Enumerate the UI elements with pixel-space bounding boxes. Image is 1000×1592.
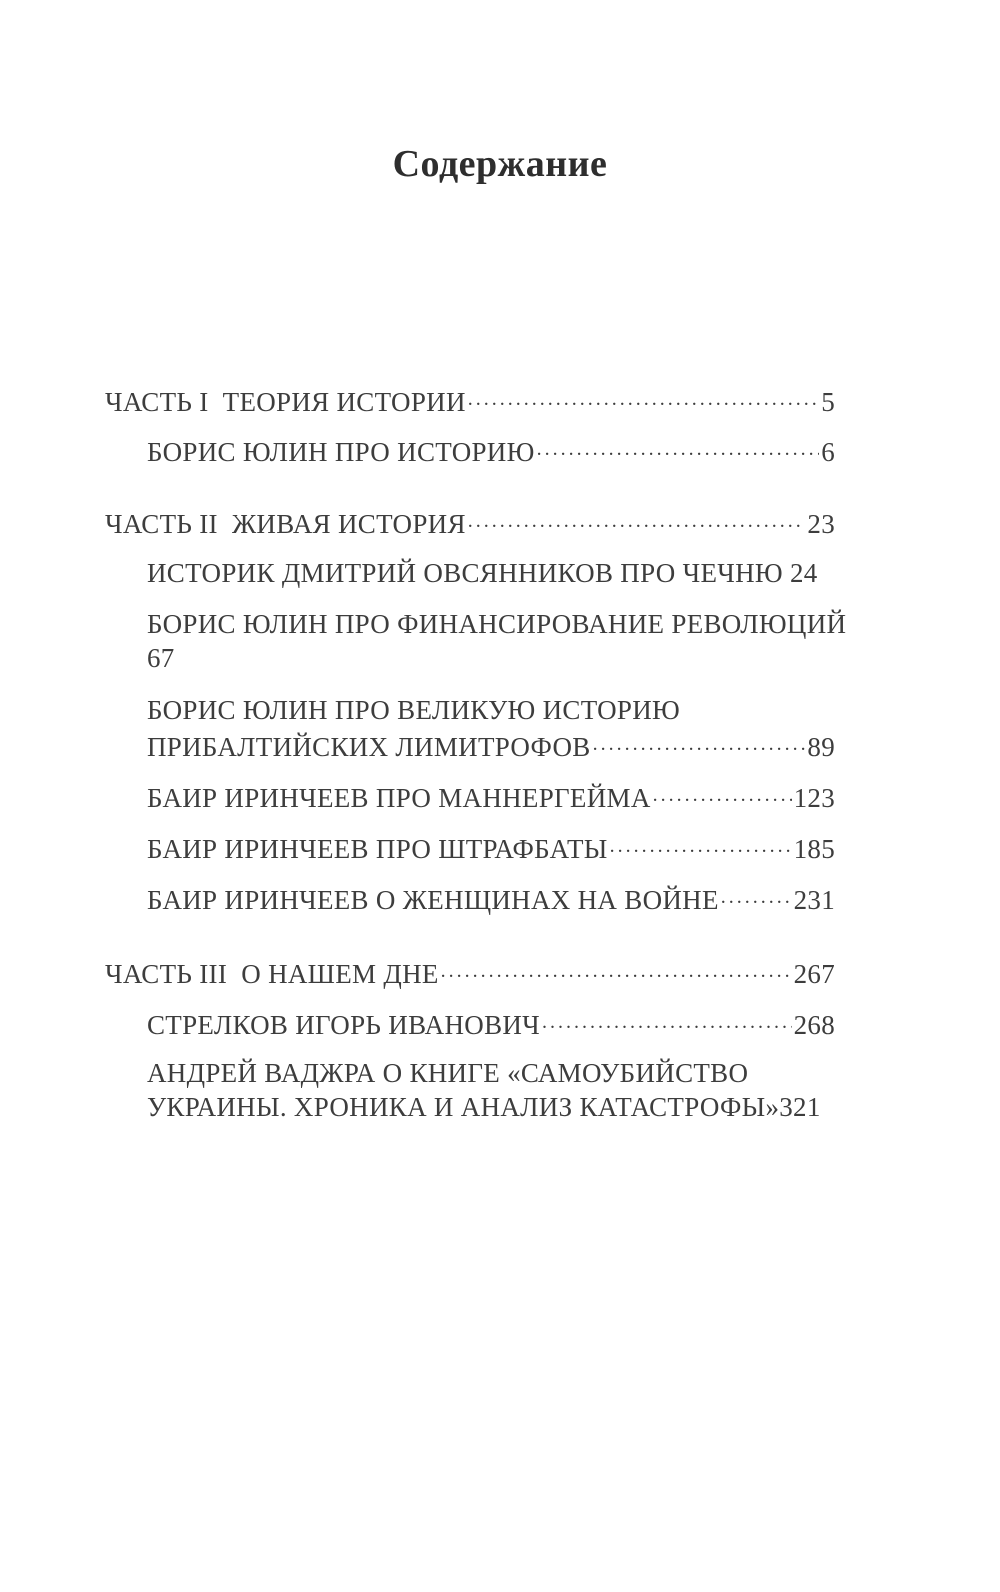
- toc-entry-6-page: 185: [793, 834, 835, 864]
- toc-entry-9-line-1: [147, 1058, 835, 1089]
- toc-entry-7-label: БАИР ИРИНЧЕЕВ О ЖЕНЩИНАХ НА ВОЙНЕ: [147, 885, 719, 915]
- toc-entry-4-page: 89: [807, 732, 835, 762]
- toc-entry-1-label: БОРИС ЮЛИН ПРО ИСТОРИЮ: [147, 437, 535, 467]
- toc-part-1-page: 5: [821, 387, 835, 417]
- toc-entry-3-line-2: [147, 643, 835, 674]
- toc-entry-3-page: 67: [147, 643, 175, 673]
- dot-leader: [441, 956, 792, 983]
- dot-leader: [610, 831, 792, 858]
- dot-leader: [721, 882, 792, 909]
- toc-entry-4-label-1: БОРИС ЮЛИН ПРО ВЕЛИКУЮ ИСТОРИЮ: [147, 695, 681, 725]
- toc-entry-3-label: БОРИС ЮЛИН ПРО ФИНАНСИРОВАНИЕ РЕВОЛЮЦИЙ: [147, 609, 847, 639]
- toc-part-3-label: ЧАСТЬ III О НАШЕМ ДНЕ: [105, 959, 439, 989]
- dot-leader: [468, 506, 806, 533]
- toc-entry-7-page: 231: [793, 885, 835, 915]
- toc-entry-4-line-2: [147, 729, 835, 763]
- toc-entry-6-label: БАИР ИРИНЧЕЕВ ПРО ШТРАФБАТЫ: [147, 834, 608, 864]
- toc-entry-4-label-2: ПРИБАЛТИЙСКИХ ЛИМИТРОФОВ: [147, 732, 591, 762]
- toc-part-1: [105, 384, 835, 418]
- toc-entry-5-page: 123: [793, 783, 835, 813]
- toc-entry-8: [147, 1007, 835, 1041]
- toc-part-2: [105, 506, 835, 540]
- toc-part-2-page: 23: [807, 509, 835, 539]
- dot-leader: [542, 1007, 792, 1034]
- toc-entry-3-line-1: [147, 609, 847, 640]
- dot-leader: [653, 780, 792, 807]
- toc-part-3: [105, 956, 835, 990]
- toc-entry-8-label: СТРЕЛКОВ ИГОРЬ ИВАНОВИЧ: [147, 1010, 541, 1040]
- dot-leader: [537, 434, 820, 461]
- toc-entry-2-label: ИСТОРИК ДМИТРИЙ ОВСЯННИКОВ ПРО ЧЕЧНЮ 24: [147, 558, 818, 588]
- toc-entry-5: [147, 780, 835, 814]
- page-title: Содержание: [392, 143, 608, 185]
- toc-part-3-page: 267: [793, 959, 835, 989]
- dot-leader: [468, 384, 819, 411]
- toc-entry-9-label-1: АНДРЕЙ ВАДЖРА О КНИГЕ «САМОУБИЙСТВО: [147, 1058, 749, 1088]
- toc-entry-5-label: БАИР ИРИНЧЕЕВ ПРО МАННЕРГЕЙМА: [147, 783, 651, 813]
- dot-leader: [593, 729, 806, 756]
- toc-entry-6: [147, 831, 835, 865]
- toc-entry-1-page: 6: [821, 437, 835, 467]
- toc-part-2-label: ЧАСТЬ II ЖИВАЯ ИСТОРИЯ: [105, 509, 466, 539]
- toc-entry-1: [147, 434, 835, 468]
- toc-entry-7: [147, 882, 835, 916]
- toc-entry-9-label-2: УКРАИНЫ. ХРОНИКА И АНАЛИЗ КАТАСТРОФЫ»321: [147, 1092, 821, 1122]
- toc-part-1-label: ЧАСТЬ I ТЕОРИЯ ИСТОРИИ: [105, 387, 466, 417]
- toc-entry-8-page: 268: [793, 1010, 835, 1040]
- toc-entry-9-line-2: [147, 1092, 835, 1123]
- toc-entry-4-line-1: [147, 695, 835, 726]
- toc-entry-2: [147, 558, 835, 589]
